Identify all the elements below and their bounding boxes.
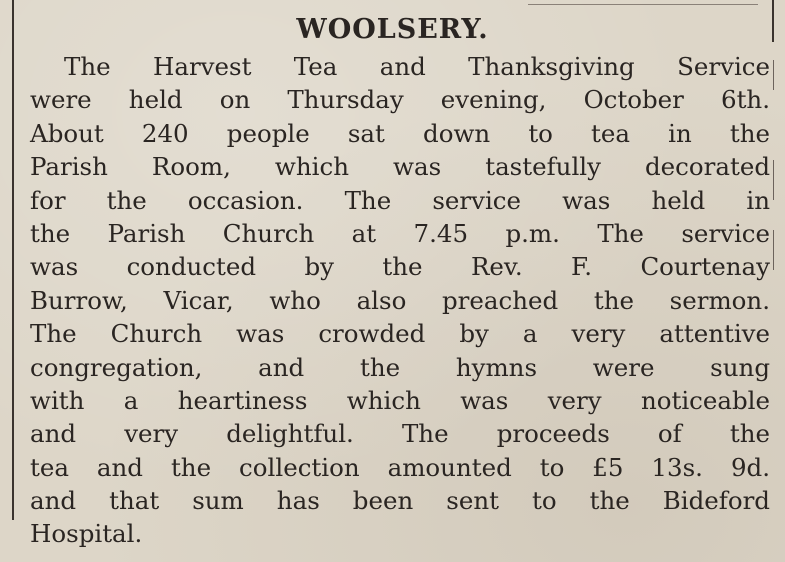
article-body [30,50,770,551]
column-rule-right-fragment [773,160,774,200]
article-line: for the occasion. The service was held in [30,185,770,215]
article-line: congregation, and the hymns were sung [30,352,770,382]
article-line: was conducted by the Rev. F. Courtenay [30,252,770,282]
article-line: About 240 people sat down to tea in the [30,118,770,148]
article-line: were held on Thursday evening, October 6th. [30,85,770,115]
column-rule-top [528,4,758,5]
article-line: Burrow, Vicar, who also preached the sermon. [30,285,770,315]
headline-text: WOOLSERY. [296,14,489,45]
article-line: Parish Room, which was tastefully decorated [30,152,770,182]
column-rule-left [12,0,14,520]
article-line: the Parish Church at 7.45 p.m. The service [30,218,770,248]
article-line: and that sum has been sent to the Bideford [30,486,770,516]
article-line: The Church was crowded by a very attentive [30,319,770,349]
article-line: The Harvest Tea and Thanksgiving Service [64,52,770,81]
column-rule-right-fragment [773,230,774,270]
article-headline [0,14,785,45]
article-line: tea and the collection amounted to £5 13s. 9d. [30,452,770,482]
article-line: Hospital. [30,519,143,549]
article-line: and very delightful. The proceeds of the [30,419,770,449]
article-line: with a heartiness which was very noticeable [30,385,770,415]
column-rule-right-fragment [773,60,774,90]
